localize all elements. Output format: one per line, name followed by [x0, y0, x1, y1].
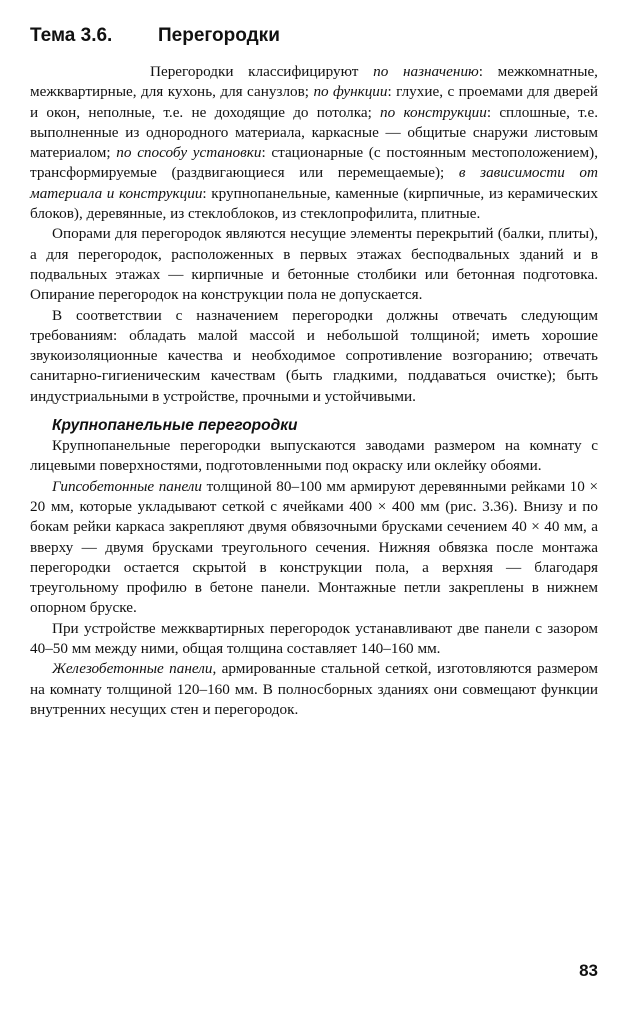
text-run: : сплошные, т.е. выполненные из однородного материала, каркасные — общитые снаружи листовым материалом;: [30, 103, 598, 162]
italic-term: по функции: [313, 83, 388, 101]
paragraph-large-panel: Крупнопанельные перегородки выпускаются заводами размером на комнату с лицевыми поверхностями, подготовленными под окраску или оклейку обоями.: [30, 437, 598, 475]
page-number: 83: [579, 961, 598, 980]
italic-term: по назначению: [373, 63, 479, 80]
page-body: [30, 24, 598, 720]
text-run: , армированные стальной сеткой, изготовляются размером на комнату толщиной 120–160 мм. В полносборных зданиях они совмещают функции внутренних несущих стен и перегородок.: [30, 660, 598, 718]
paragraph-interapartment: При устройстве межквартирных перегородок устанавливают две панели с зазором 40–50 мм между ними, общая толщина составляет 140–160 мм.: [30, 619, 598, 658]
paragraph-requirements: В соответствии с назначением перегородки должны отвечать следующим требованиям: обладать малой массой и небольшой толщиной; иметь хорошие звукоизоляционные качества и необходимое сопротивление возгоранию; отвечать санитарно-гигиеническим качествам (быть гладкими, поддаваться очистке); быть индустриальными в устройстве, прочными и устойчивыми.: [30, 306, 598, 405]
section-number: Тема 3.6.: [30, 25, 113, 46]
paragraph-gypsum-panels: [30, 477, 598, 619]
paragraph-concrete-panels: [30, 659, 598, 720]
section-title: Перегородки: [158, 25, 280, 46]
text-run: : крупнопанельные, каменные (кирпичные, из керамических блоков), деревянные, из стеклоблоков, из стеклопрофилита, плитные.: [30, 184, 599, 223]
text-run: : межкомнатные, межквартирные, для кухонь, для санузлов;: [30, 63, 598, 101]
subsection-heading: Крупнопанельные перегородки: [52, 417, 298, 435]
italic-term: по способу установки: [116, 144, 262, 162]
text-run: толщиной 80–100 мм армируют деревянными рейками 10 × 20 мм, которые укладывают сеткой с ячейками 400 × 400 мм (рис. 3.36). Внизу и по бокам рейки каркаса закрепляют двумя обвязочными брусками сечением 40 × 40 мм, а вверху — двумя брусками треугольного сечения. Нижняя обвязка после монтажа перегородки остается скрытой в конструкции пола, а верхняя — благодаря треугольному профилю в бетоне панели. Монтажные петли закреплены в нижнем опорном бруске.: [30, 477, 599, 617]
italic-term: Гипсобетонные панели: [52, 477, 203, 495]
text-run: : стационарные (с постоянным местоположением), трансформируемые (раздвигающиеся или перемещаемые);: [30, 144, 598, 182]
paragraph-classification: [30, 62, 598, 224]
italic-term: по конструкции: [380, 103, 487, 121]
text-run: Перегородки классифицируют: [150, 63, 374, 80]
paragraph-supports: Опорами для перегородок являются несущие элементы перекрытий (балки, плиты), а для перегородок, расположенных в первых этажах бесподвальных зданий и в подвальных этажах — кирпичные и бетонные столбики или бетонная подготовка. Опирание перегородок на конструкции пола не допускается.: [30, 225, 598, 304]
italic-term: в зависимости от материала и конструкции: [30, 164, 598, 202]
section-heading: [30, 24, 598, 48]
italic-term: Железобетонные панели: [52, 660, 213, 678]
text-run: : глухие, с проемами для дверей и окон, неполные, т.е. не доходящие до потолка;: [30, 83, 598, 121]
